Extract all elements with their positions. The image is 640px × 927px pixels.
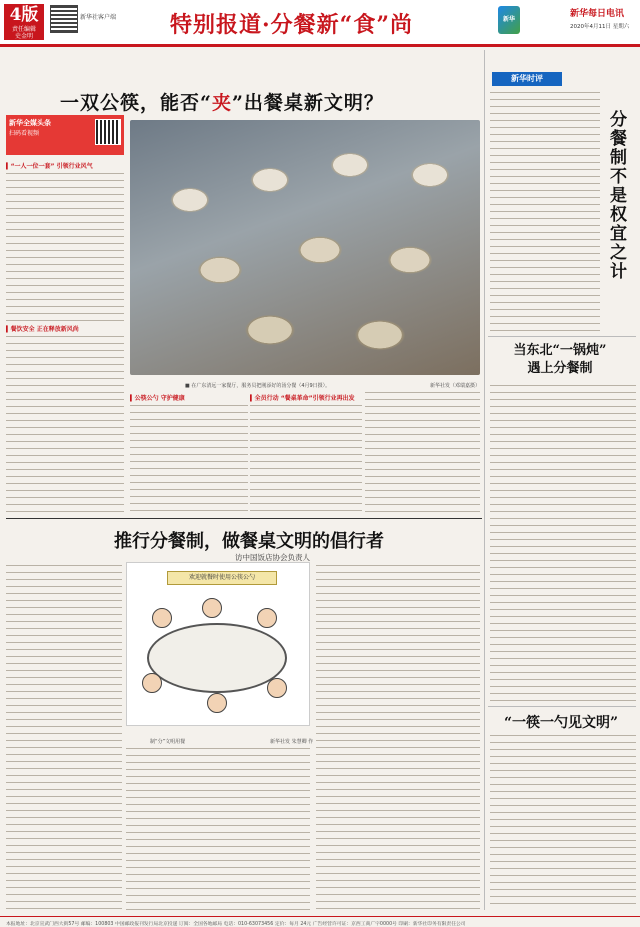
cartoon-caption: 制“分”文明用餐 — [150, 739, 186, 745]
commentary-vertical-title[interactable]: 分餐制不是权宜之计 — [606, 110, 626, 281]
article1-column-2 — [130, 392, 248, 514]
text-fill — [490, 735, 636, 910]
cartoon-person — [142, 673, 162, 693]
right-headline-3[interactable]: “一筷一勺见文明” — [504, 715, 619, 731]
qr-label: 新华社客户端 — [80, 14, 117, 21]
article1-subhead-1: ▍“一人一位一套” 引领行业风气 — [6, 163, 93, 170]
promo-qr-icon[interactable] — [95, 119, 121, 145]
text-fill — [6, 336, 124, 515]
page-header — [0, 0, 640, 44]
page-number: 4版 — [9, 5, 39, 25]
article1-subhead-4: ▍全员行动 “餐桌革命”引领行业再出发 — [250, 395, 355, 402]
editor-label: 责任编辑 — [11, 26, 36, 33]
text-fill — [130, 405, 248, 514]
commentary-body — [490, 92, 600, 332]
cartoon-person — [202, 598, 222, 618]
cartoon-banner: 欢迎就餐时使用公筷公勺 — [167, 571, 277, 585]
cartoon-table — [147, 623, 287, 693]
article1-headline[interactable] — [60, 88, 384, 115]
article2-headline[interactable]: 推行分餐制，做餐桌文明的倡行者 — [114, 531, 384, 552]
cartoon-person — [267, 678, 287, 698]
qr-code-icon[interactable] — [50, 5, 78, 33]
commentary-ribbon: 新华时评 — [492, 72, 562, 86]
page-number-box — [4, 4, 44, 40]
headline-part: ”出餐桌新文明？ — [231, 92, 384, 114]
article1-column-4 — [365, 392, 480, 514]
article1-subhead-3: ▍公筷公勺 守护健康 — [130, 395, 185, 402]
right-article-2-body — [490, 385, 636, 705]
cartoon-person — [207, 693, 227, 713]
photo-caption: ■ 在广东清远一家餐厅，服务员把刚添好的汤分餐（4月9日摄）。 — [185, 383, 331, 389]
text-fill — [6, 565, 122, 910]
cartoon-person — [152, 608, 172, 628]
right-article-3-body — [490, 735, 636, 910]
section-divider — [6, 518, 482, 519]
editor-name: 史金明 — [14, 33, 33, 40]
article1-column-1 — [6, 160, 124, 515]
cartoon-credit: 新华社发 朱慧卿 作 — [270, 739, 314, 745]
headline-part: 一双公筷，能否“ — [60, 92, 212, 114]
right-headline-2-line2: 遇上分餐制 — [527, 361, 593, 376]
soup-bowls-photo — [130, 120, 480, 375]
article2-column-3 — [316, 565, 480, 910]
section-banner-title: 特别报道·分餐新“食”尚 — [170, 12, 413, 38]
photo-credit: 新华社发（邓瑞嘉摄） — [430, 383, 481, 389]
paper-name: 新华每日电讯 — [570, 9, 625, 19]
article2-column-1 — [6, 565, 122, 910]
article2-subheadline: 访中国饭店协会负责人 — [235, 553, 310, 562]
text-fill — [490, 385, 636, 705]
article1-column-3 — [250, 392, 362, 514]
cartoon-person — [257, 608, 277, 628]
text-fill — [250, 405, 362, 514]
section-divider — [488, 706, 636, 707]
text-fill — [365, 392, 480, 512]
text-fill — [316, 565, 480, 910]
right-headline-2-line1: 当东北“一锅炖” — [513, 343, 607, 358]
headline-highlight: 夹 — [211, 92, 232, 114]
section-divider — [488, 336, 636, 337]
right-headline-2[interactable] — [500, 342, 620, 378]
issue-date: 2020年4月11日 星期六 — [570, 24, 630, 30]
promo-box[interactable] — [6, 115, 124, 155]
page-footer: 本报地址：北京宣武门西大街57号 邮编：100803 中国邮政报刊发行局北京投递 订阅：全国各地邮局 电话：010-63073456 定价：每月 24元 广告经营许可证：京西工商广字0000号 印刷：新华社印务有限责任公司 — [0, 916, 640, 927]
column-divider — [484, 50, 485, 910]
text-fill — [490, 92, 600, 332]
header-divider — [0, 44, 640, 47]
text-fill — [126, 748, 310, 910]
promo-sub: 扫码看视频 — [9, 130, 40, 137]
news-logo-icon: 新华 — [498, 6, 520, 34]
cartoon-illustration — [126, 562, 310, 726]
article2-column-2 — [126, 748, 310, 910]
promo-title: 新华全媒头条 — [9, 119, 51, 127]
text-fill — [6, 173, 124, 323]
article1-subhead-2: ▍餐饮安全 正在释放新风尚 — [6, 326, 79, 333]
